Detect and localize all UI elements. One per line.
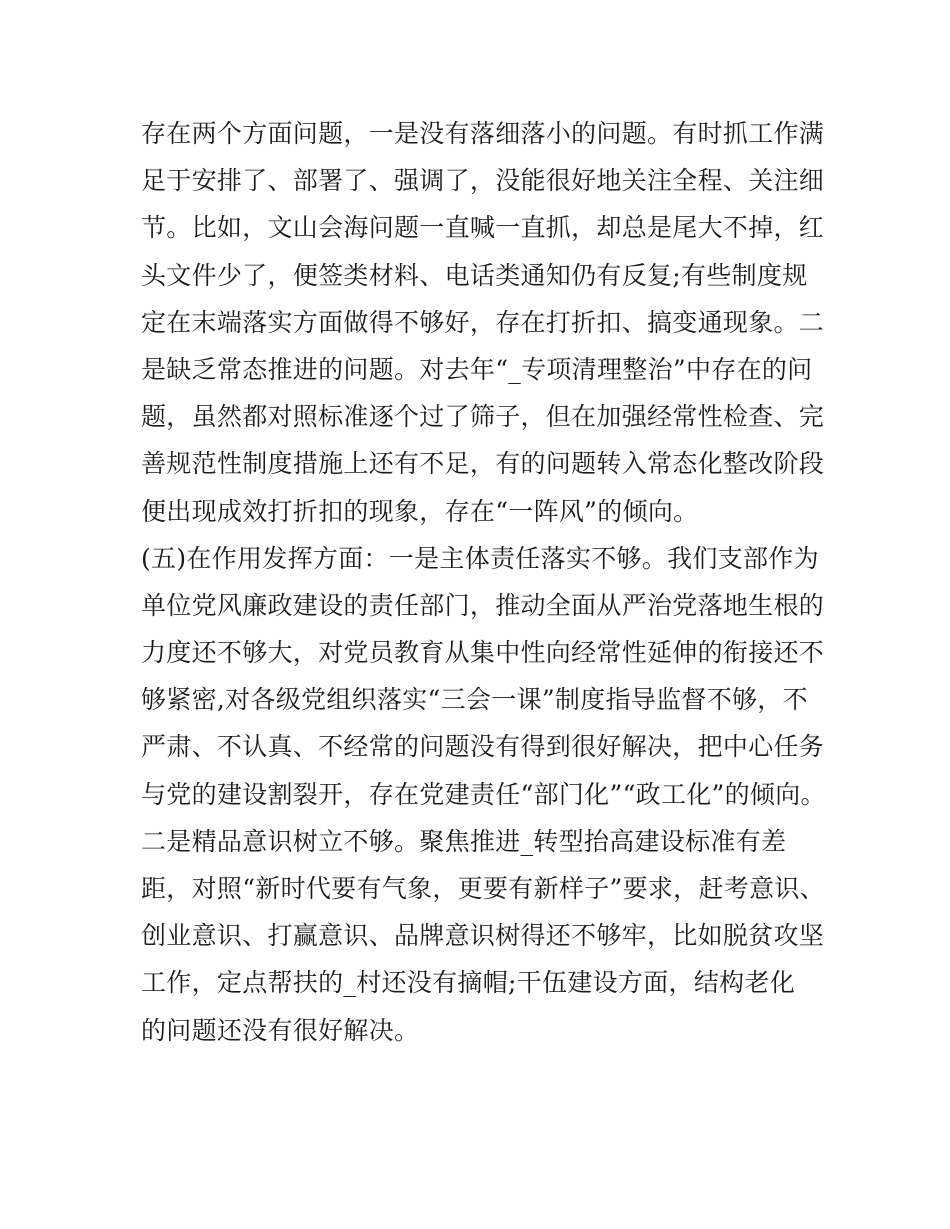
- text-line: 二是精品意识树立不够。聚焦推进_转型抬高建设标准有差: [141, 826, 787, 856]
- text-line: 距，对照“新时代要有气象，更要有新样子”要求，赶考意识、: [141, 874, 825, 903]
- body-text: [141, 110, 826, 1054]
- text-line: 头文件少了，便签类材料、电话类通知仍有反复;有些制度规: [141, 260, 808, 290]
- text-line: 与党的建设割裂开，存在党建责任“部门化”“政工化”的倾向。: [141, 779, 826, 809]
- text-line: 创业意识、打赢意识、品牌意识树得还不够牢，比如脱贫攻坚: [141, 921, 825, 951]
- text-line: 单位党风廉政建设的责任部门，推动全面从严治党落地生根的: [141, 590, 825, 620]
- text-line: 是缺乏常态推进的问题。对去年“_专项清理整治”中存在的问: [141, 354, 813, 384]
- text-line: 工作，定点帮扶的_村还没有摘帽;干伍建设方面，结构老化: [141, 968, 796, 998]
- text-line: 严肃、不认真、不经常的问题没有得到很好解决，把中心任务: [141, 732, 825, 762]
- text-line: 力度还不够大，对党员教育从集中性向经常性延伸的衔接还不: [141, 638, 825, 668]
- text-line: 的问题还没有很好解决。: [141, 1015, 420, 1045]
- text-line: 题，虽然都对照标准逐个过了筛子，但在加强经常性检查、完: [141, 402, 825, 432]
- text-line: (五)在作用发挥方面：一是主体责任落实不够。我们支部作为: [141, 543, 819, 573]
- text-line: 足于安排了、部署了、强调了，没能很好地关注全程、关注细: [141, 166, 825, 196]
- text-line: 便出现成效打折扣的现象，存在“一阵风”的倾向。: [141, 496, 699, 526]
- text-line: 节。比如，文山会海问题一直喊一直抓，却总是尾大不掉，红: [141, 213, 825, 243]
- text-line: 善规范性制度措施上还有不足，有的问题转入常态化整改阶段: [141, 449, 825, 479]
- text-line: 定在末端落实方面做得不够好，存在打折扣、搞变通现象。二: [141, 307, 825, 337]
- text-line: 存在两个方面问题，一是没有落细落小的问题。有时抓工作满: [141, 119, 825, 148]
- text-line: 够紧密,对各级党组织落实“三会一课”制度指导监督不够，不: [141, 685, 808, 715]
